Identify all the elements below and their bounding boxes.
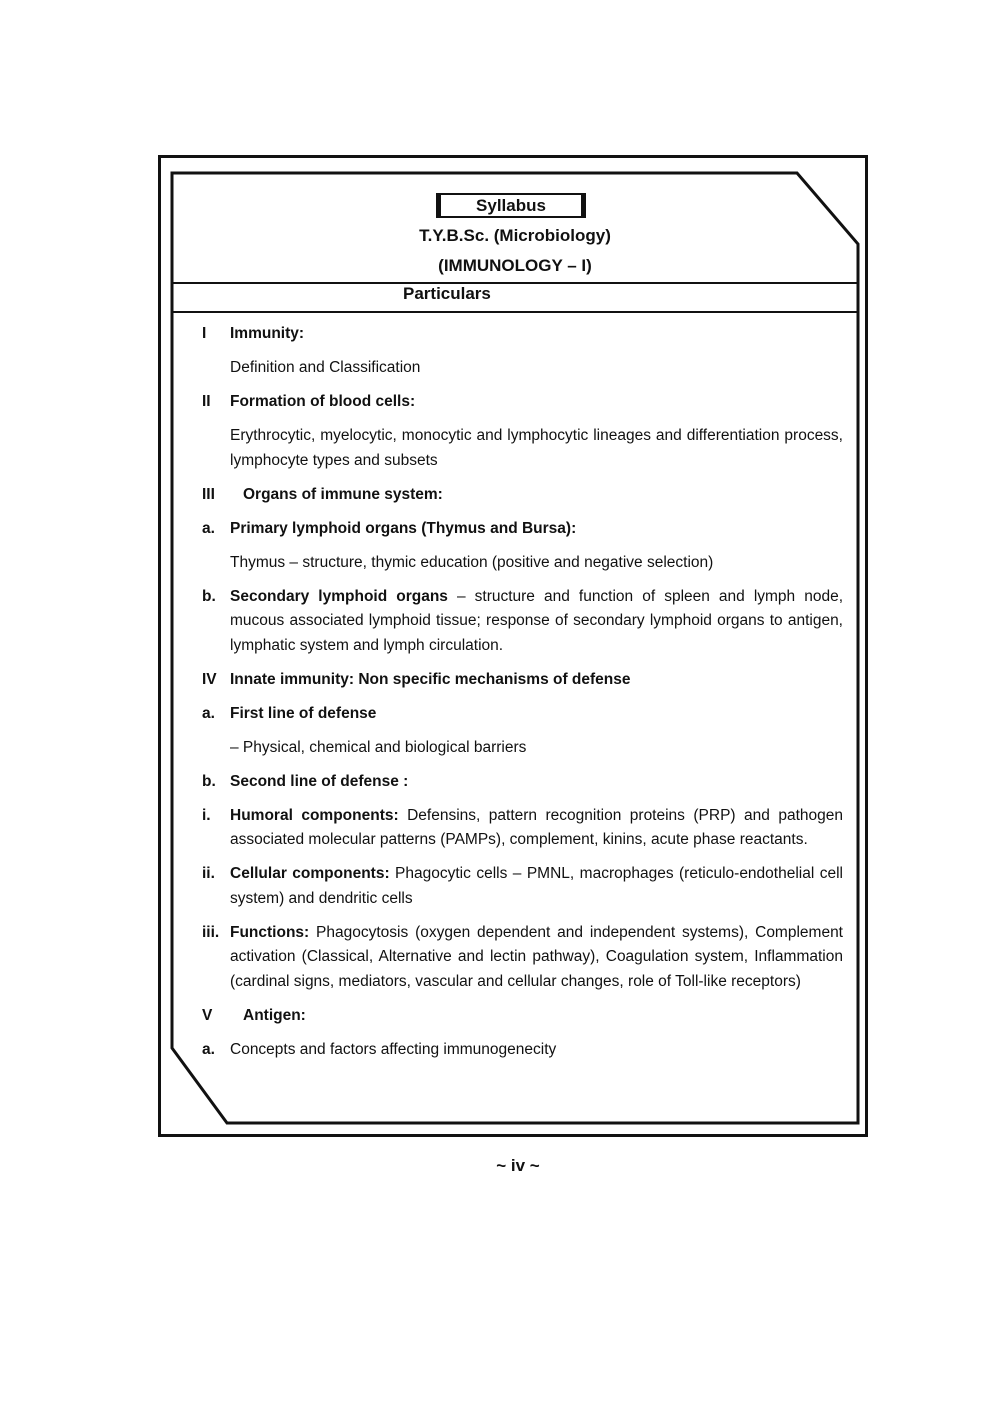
syllabus-row [202, 483, 843, 508]
row-content [230, 1004, 843, 1029]
syllabus-row [202, 585, 843, 659]
syllabus-row [202, 356, 843, 381]
row-heading: Second line of defense : [230, 772, 409, 790]
row-heading: Immunity: [230, 325, 305, 342]
row-number: II [202, 393, 211, 410]
row-number: I [202, 325, 207, 342]
course-title: T.Y.B.Sc. (Microbiology) [419, 226, 611, 245]
row-content [230, 390, 843, 415]
row-number [202, 356, 230, 381]
row-number: iii. [202, 923, 220, 941]
row-content [230, 804, 843, 853]
row-heading: Primary lymphoid organs (Thymus and Bursa): [230, 519, 577, 537]
syllabus-label: Syllabus [436, 193, 586, 218]
row-content [230, 1038, 843, 1063]
row-text: Defensins, pattern recognition proteins (PRP) and pathogen associated molecular patterns (PAMPs), complement, kinins, acute phase reactants. [230, 806, 843, 848]
row-number: i. [202, 806, 211, 824]
row-heading: Cellular components: [230, 865, 390, 882]
row-text: Phagocytosis (oxygen dependent and independent systems), Complement activation (Classical, Alternative and lectin pathway), Coagulation system, Inflammation (cardinal signs, mediators, vascular and cellular changes, role of Toll-like receptors) [230, 923, 843, 990]
row-content [230, 483, 843, 508]
paper-title: (IMMUNOLOGY – I) [438, 256, 592, 275]
syllabus-row [202, 702, 843, 727]
syllabus-row [202, 804, 843, 853]
row-number: a. [202, 519, 215, 537]
row-content [230, 585, 843, 659]
row-content [230, 424, 843, 473]
syllabus-row [202, 1038, 843, 1063]
syllabus-row [202, 551, 843, 576]
syllabus-row [202, 770, 843, 795]
row-text: Erythrocytic, myelocytic, monocytic and lymphocytic lineages and differentiation process, lymphocyte types and subsets [230, 427, 843, 469]
syllabus-list [202, 322, 843, 1072]
row-heading: Humoral components: [230, 806, 399, 824]
syllabus-row [202, 517, 843, 542]
row-heading: Formation of blood cells: [230, 393, 416, 410]
row-heading: Functions: [230, 923, 310, 941]
row-number: III [202, 485, 215, 503]
syllabus-row [202, 1004, 843, 1029]
syllabus-row [202, 668, 843, 693]
row-heading: Antigen: [243, 1006, 306, 1024]
page-number: ~ iv ~ [496, 1156, 540, 1175]
syllabus-row [202, 921, 843, 995]
row-content [230, 551, 843, 576]
syllabus-row [202, 322, 843, 347]
row-heading: Secondary lymphoid organs [230, 587, 448, 605]
row-number: V [202, 1006, 213, 1024]
row-text: Definition and Classification [230, 359, 421, 376]
row-text: Concepts and factors affecting immunogenecity [230, 1040, 557, 1058]
row-text: Thymus – structure, thymic education (positive and negative selection) [230, 553, 714, 571]
row-number: b. [202, 772, 216, 790]
row-content [230, 517, 843, 542]
particulars-heading: Particulars [403, 284, 491, 303]
row-content [230, 921, 843, 995]
row-content [230, 862, 843, 911]
row-number: IV [202, 670, 217, 688]
syllabus-row [202, 862, 843, 911]
row-heading: First line of defense [230, 704, 377, 722]
row-heading: Innate immunity: Non specific mechanisms of defense [230, 670, 631, 688]
row-content [230, 736, 843, 761]
syllabus-row [202, 390, 843, 415]
row-text: – structure and function of spleen and lymph node, mucous associated lymphoid tissue; response of secondary lymphoid organs to antigen, lymphatic system and lymph circulation. [230, 587, 844, 654]
row-number: ii. [202, 865, 215, 882]
syllabus-row [202, 736, 843, 761]
row-content [230, 356, 843, 381]
row-content [230, 702, 843, 727]
row-number [202, 736, 230, 761]
row-number [202, 424, 230, 473]
row-number: a. [202, 704, 215, 722]
row-number: a. [202, 1040, 215, 1058]
row-heading: Organs of immune system: [243, 485, 443, 503]
row-number [202, 551, 230, 576]
row-content [230, 770, 843, 795]
row-text: Phagocytic cells – PMNL, macrophages (reticulo-endothelial cell system) and dendritic cells [230, 865, 843, 907]
header-rule-top [172, 282, 858, 284]
row-content [230, 668, 843, 693]
row-content [230, 322, 843, 347]
syllabus-row [202, 424, 843, 473]
header-rule-bottom [172, 311, 858, 313]
row-number: b. [202, 587, 216, 605]
row-text: – Physical, chemical and biological barriers [230, 738, 527, 756]
